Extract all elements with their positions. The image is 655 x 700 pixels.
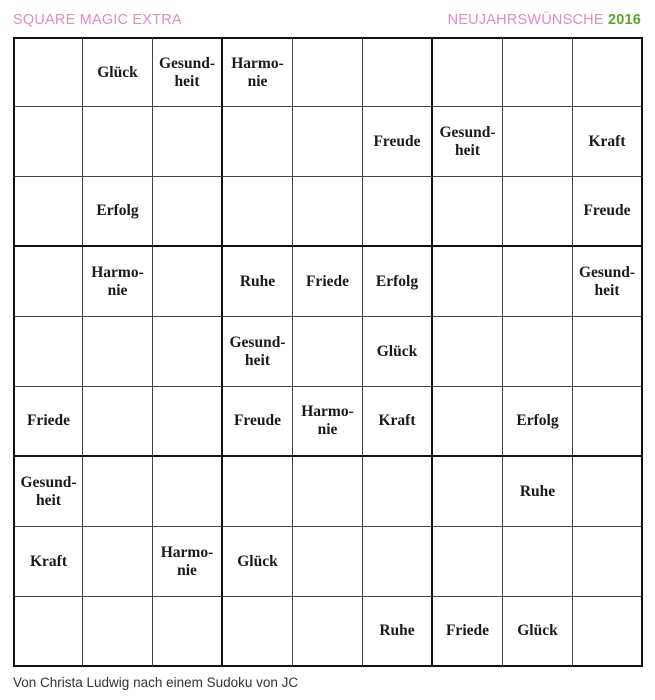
grid-cell-empty[interactable]	[153, 317, 223, 387]
grid-cell-empty[interactable]	[153, 597, 223, 667]
grid-cell-empty[interactable]	[13, 107, 83, 177]
grid-cell-empty[interactable]	[13, 37, 83, 107]
grid-cell-empty[interactable]	[363, 457, 433, 527]
grid-cell-empty[interactable]	[573, 37, 643, 107]
grid-cell-given: Gesund- heit	[153, 37, 223, 107]
grid-cell-given: Harmo- nie	[83, 247, 153, 317]
grid-cell-empty[interactable]	[573, 527, 643, 597]
grid-cell-given: Freude	[223, 387, 293, 457]
puzzle-title	[448, 12, 641, 28]
grid-cell-given: Freude	[363, 107, 433, 177]
grid-cell-empty[interactable]	[83, 107, 153, 177]
grid-cell-given: Ruhe	[223, 247, 293, 317]
grid-cell-empty[interactable]	[503, 107, 573, 177]
grid-cell-empty[interactable]	[13, 177, 83, 247]
grid-cell-empty[interactable]	[13, 247, 83, 317]
grid-cell-empty[interactable]	[153, 107, 223, 177]
grid-cell-empty[interactable]	[573, 597, 643, 667]
grid-cell-given: Kraft	[363, 387, 433, 457]
grid-cell-empty[interactable]	[153, 247, 223, 317]
grid-cell-given: Ruhe	[363, 597, 433, 667]
grid-cell-given: Kraft	[573, 107, 643, 177]
grid-cell-given: Glück	[223, 527, 293, 597]
grid-cell-empty[interactable]	[503, 37, 573, 107]
grid-cell-empty[interactable]	[293, 317, 363, 387]
grid-cell-empty[interactable]	[293, 107, 363, 177]
grid-cell-given: Ruhe	[503, 457, 573, 527]
grid-cell-empty[interactable]	[363, 527, 433, 597]
grid-cell-given: Kraft	[13, 527, 83, 597]
grid-cell-empty[interactable]	[83, 457, 153, 527]
grid-cell-given: Glück	[83, 37, 153, 107]
credit-line: Von Christa Ludwig nach einem Sudoku von JC	[13, 675, 299, 690]
grid-cell-empty[interactable]	[83, 527, 153, 597]
sudoku-grid	[13, 37, 643, 667]
grid-cell-empty[interactable]	[433, 317, 503, 387]
grid-cell-empty[interactable]	[433, 37, 503, 107]
grid-cell-given: Glück	[503, 597, 573, 667]
grid-cell-given: Gesund- heit	[13, 457, 83, 527]
grid-cell-given: Glück	[363, 317, 433, 387]
page-header	[13, 12, 641, 32]
grid-cell-empty[interactable]	[503, 177, 573, 247]
grid-cell-given: Harmo- nie	[293, 387, 363, 457]
grid-cell-empty[interactable]	[293, 177, 363, 247]
grid-cell-given: Friede	[433, 597, 503, 667]
grid-cell-empty[interactable]	[223, 597, 293, 667]
grid-cell-empty[interactable]	[153, 387, 223, 457]
grid-cell-empty[interactable]	[293, 457, 363, 527]
grid-cell-empty[interactable]	[433, 177, 503, 247]
grid-cell-empty[interactable]	[293, 597, 363, 667]
grid-cell-empty[interactable]	[223, 177, 293, 247]
grid-cell-empty[interactable]	[293, 37, 363, 107]
grid-cell-given: Erfolg	[83, 177, 153, 247]
grid-cell-empty[interactable]	[573, 457, 643, 527]
grid-cell-given: Gesund- heit	[223, 317, 293, 387]
grid-cell-given: Harmo- nie	[153, 527, 223, 597]
grid-cell-given: Friede	[293, 247, 363, 317]
grid-cell-empty[interactable]	[503, 317, 573, 387]
grid-cell-empty[interactable]	[153, 457, 223, 527]
grid-cell-given: Erfolg	[503, 387, 573, 457]
grid-cell-empty[interactable]	[223, 107, 293, 177]
grid-cell-empty[interactable]	[503, 247, 573, 317]
puzzle-year: 2016	[607, 12, 641, 28]
grid-cell-given: Gesund- heit	[573, 247, 643, 317]
grid-cell-empty[interactable]	[433, 527, 503, 597]
grid-cell-empty[interactable]	[573, 317, 643, 387]
series-title: SQUARE MAGIC EXTRA	[13, 12, 182, 28]
grid-cell-empty[interactable]	[433, 457, 503, 527]
grid-cell-empty[interactable]	[83, 597, 153, 667]
grid-cell-empty[interactable]	[83, 387, 153, 457]
grid-cell-empty[interactable]	[363, 37, 433, 107]
grid-cell-empty[interactable]	[503, 527, 573, 597]
grid-cell-given: Freude	[573, 177, 643, 247]
grid-cell-empty[interactable]	[433, 387, 503, 457]
grid-cell-empty[interactable]	[363, 177, 433, 247]
grid-cell-empty[interactable]	[153, 177, 223, 247]
grid-cell-empty[interactable]	[433, 247, 503, 317]
grid-cell-given: Friede	[13, 387, 83, 457]
grid-cell-empty[interactable]	[13, 317, 83, 387]
grid-cell-empty[interactable]	[293, 527, 363, 597]
grid-cell-given: Erfolg	[363, 247, 433, 317]
grid-cell-given: Harmo- nie	[223, 37, 293, 107]
grid-cell-given: Gesund- heit	[433, 107, 503, 177]
grid-cell-empty[interactable]	[13, 597, 83, 667]
puzzle-title-text: NEUJAHRSWÜNSCHE	[447, 12, 604, 28]
grid-cell-empty[interactable]	[573, 387, 643, 457]
grid-cell-empty[interactable]	[223, 457, 293, 527]
grid-cell-empty[interactable]	[83, 317, 153, 387]
